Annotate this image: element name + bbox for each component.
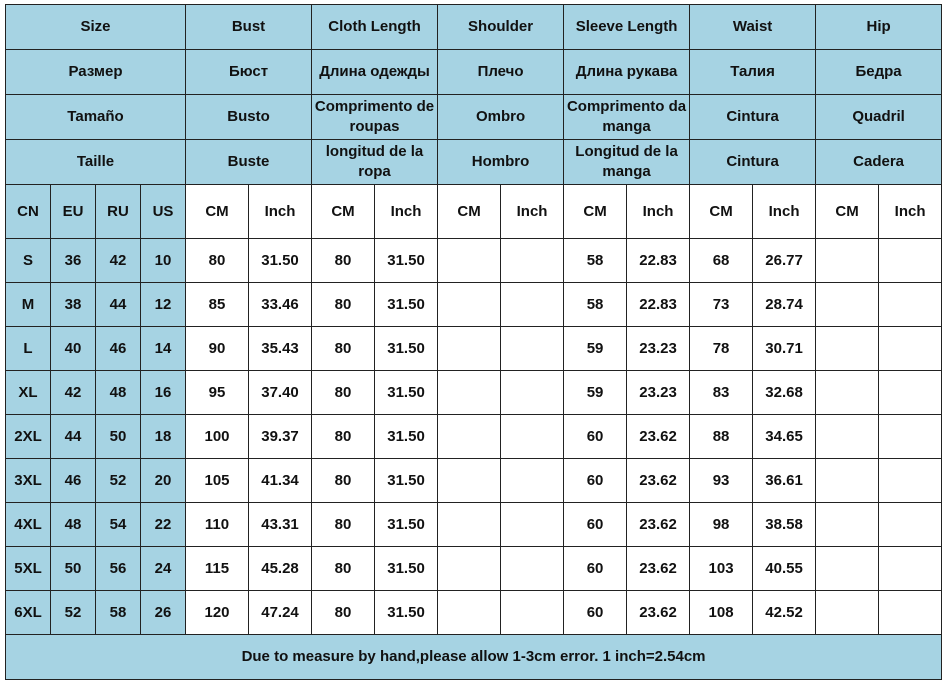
size-code-cell: 38 [51, 283, 96, 327]
size-chart-container [5, 4, 942, 680]
table-row [6, 327, 942, 371]
measurement-cell: 80 [312, 371, 375, 415]
measurement-cell: 80 [312, 503, 375, 547]
table-row [6, 415, 942, 459]
measurement-cell: 60 [564, 591, 627, 635]
measurement-cell: 31.50 [249, 239, 312, 283]
measurement-cell [438, 503, 501, 547]
header-hip: Hip [816, 5, 942, 50]
unit-header-cell: Inch [249, 185, 312, 239]
measurement-cell [879, 327, 942, 371]
measurement-cell [501, 327, 564, 371]
measurement-cell [438, 547, 501, 591]
unit-row [6, 185, 942, 239]
measurement-cell: 80 [312, 459, 375, 503]
measurement-cell: 31.50 [375, 591, 438, 635]
size-code-cell: 5XL [6, 547, 51, 591]
measurement-cell: 23.62 [627, 591, 690, 635]
measurement-cell: 45.28 [249, 547, 312, 591]
measurement-cell [438, 239, 501, 283]
size-code-cell: XL [6, 371, 51, 415]
measurement-cell: 31.50 [375, 283, 438, 327]
measurement-cell: 38.58 [753, 503, 816, 547]
size-code-cell: 20 [141, 459, 186, 503]
unit-header-cell: CN [6, 185, 51, 239]
unit-header-cell: Inch [879, 185, 942, 239]
unit-header-cell: EU [51, 185, 96, 239]
measurement-cell [879, 459, 942, 503]
unit-header-cell: RU [96, 185, 141, 239]
header-size: Taille [6, 140, 186, 185]
table-row [6, 503, 942, 547]
measurement-cell: 23.62 [627, 547, 690, 591]
measurement-cell: 115 [186, 547, 249, 591]
size-code-cell: 48 [96, 371, 141, 415]
measurement-cell [438, 591, 501, 635]
measurement-cell [501, 415, 564, 459]
header-hip: Quadril [816, 95, 942, 140]
measurement-cell [879, 547, 942, 591]
measurement-cell: 59 [564, 371, 627, 415]
measurement-cell: 80 [312, 415, 375, 459]
header-sleeve-length: Comprimento da manga [564, 95, 690, 140]
size-code-cell: 36 [51, 239, 96, 283]
header-cloth-length: longitud de la ropa [312, 140, 438, 185]
measurement-cell: 73 [690, 283, 753, 327]
measurement-cell: 58 [564, 283, 627, 327]
size-code-cell: 54 [96, 503, 141, 547]
size-code-cell: 48 [51, 503, 96, 547]
size-code-cell: 18 [141, 415, 186, 459]
measurement-cell: 30.71 [753, 327, 816, 371]
header-bust: Busto [186, 95, 312, 140]
header-size: Tamaño [6, 95, 186, 140]
measurement-cell [816, 239, 879, 283]
unit-header-cell: US [141, 185, 186, 239]
size-code-cell: 3XL [6, 459, 51, 503]
table-row [6, 239, 942, 283]
measurement-cell: 90 [186, 327, 249, 371]
size-code-cell: 26 [141, 591, 186, 635]
measurement-cell: 80 [312, 591, 375, 635]
measurement-cell: 88 [690, 415, 753, 459]
measurement-cell [501, 591, 564, 635]
measurement-cell: 31.50 [375, 415, 438, 459]
measurement-cell: 31.50 [375, 459, 438, 503]
size-code-cell: 12 [141, 283, 186, 327]
size-code-cell: 24 [141, 547, 186, 591]
measurement-cell [816, 547, 879, 591]
measurement-cell: 31.50 [375, 327, 438, 371]
measurement-cell [501, 503, 564, 547]
header-bust: Bust [186, 5, 312, 50]
measurement-cell: 68 [690, 239, 753, 283]
measurement-cell: 80 [312, 547, 375, 591]
measurement-cell: 60 [564, 503, 627, 547]
measurement-cell: 60 [564, 459, 627, 503]
measurement-cell [816, 415, 879, 459]
size-code-cell: 40 [51, 327, 96, 371]
measurement-cell: 36.61 [753, 459, 816, 503]
measurement-cell [501, 239, 564, 283]
measurement-cell: 37.40 [249, 371, 312, 415]
measurement-cell: 120 [186, 591, 249, 635]
measurement-cell: 22.83 [627, 239, 690, 283]
header-waist: Cintura [690, 140, 816, 185]
header-hip: Cadera [816, 140, 942, 185]
measurement-cell [501, 459, 564, 503]
header-sleeve-length: Longitud de la manga [564, 140, 690, 185]
size-chart-table [5, 4, 942, 680]
unit-header-cell: CM [564, 185, 627, 239]
measurement-cell: 43.31 [249, 503, 312, 547]
measurement-cell: 83 [690, 371, 753, 415]
measurement-cell: 31.50 [375, 547, 438, 591]
measurement-cell: 42.52 [753, 591, 816, 635]
measurement-cell [879, 371, 942, 415]
header-shoulder: Shoulder [438, 5, 564, 50]
footer-note: Due to measure by hand,please allow 1-3cm error. 1 inch=2.54cm [6, 635, 942, 680]
measurement-cell: 33.46 [249, 283, 312, 327]
size-code-cell: 52 [51, 591, 96, 635]
measurement-cell: 78 [690, 327, 753, 371]
measurement-cell: 60 [564, 415, 627, 459]
unit-header-cell: CM [186, 185, 249, 239]
header-row-portuguese [6, 95, 942, 140]
header-hip: Бедра [816, 50, 942, 95]
measurement-cell: 80 [312, 327, 375, 371]
header-cloth-length: Длина одежды [312, 50, 438, 95]
size-code-cell: 10 [141, 239, 186, 283]
header-row-english [6, 5, 942, 50]
measurement-cell: 34.65 [753, 415, 816, 459]
size-code-cell: 2XL [6, 415, 51, 459]
measurement-cell [438, 283, 501, 327]
measurement-cell: 41.34 [249, 459, 312, 503]
measurement-cell: 35.43 [249, 327, 312, 371]
measurement-cell: 58 [564, 239, 627, 283]
table-row [6, 591, 942, 635]
measurement-cell: 22.83 [627, 283, 690, 327]
measurement-cell: 23.23 [627, 371, 690, 415]
size-code-cell: L [6, 327, 51, 371]
size-code-cell: 50 [96, 415, 141, 459]
measurement-cell [816, 503, 879, 547]
measurement-cell: 47.24 [249, 591, 312, 635]
measurement-cell [438, 415, 501, 459]
table-row [6, 459, 942, 503]
measurement-cell: 98 [690, 503, 753, 547]
size-code-cell: 44 [96, 283, 141, 327]
measurement-cell: 23.62 [627, 459, 690, 503]
measurement-cell: 28.74 [753, 283, 816, 327]
size-code-cell: 42 [51, 371, 96, 415]
measurement-cell: 108 [690, 591, 753, 635]
size-code-cell: 52 [96, 459, 141, 503]
size-code-cell: 56 [96, 547, 141, 591]
size-code-cell: 46 [51, 459, 96, 503]
unit-header-cell: CM [438, 185, 501, 239]
size-code-cell: 50 [51, 547, 96, 591]
header-row-russian [6, 50, 942, 95]
measurement-cell: 31.50 [375, 371, 438, 415]
measurement-cell [816, 459, 879, 503]
header-bust: Бюст [186, 50, 312, 95]
size-code-cell: 4XL [6, 503, 51, 547]
measurement-cell [879, 415, 942, 459]
measurement-cell: 59 [564, 327, 627, 371]
measurement-cell: 110 [186, 503, 249, 547]
measurement-cell: 80 [312, 283, 375, 327]
measurement-cell [879, 591, 942, 635]
size-code-cell: 58 [96, 591, 141, 635]
measurement-cell [501, 283, 564, 327]
measurement-cell: 23.62 [627, 415, 690, 459]
measurement-cell [879, 503, 942, 547]
table-row [6, 283, 942, 327]
header-shoulder: Плечо [438, 50, 564, 95]
size-code-cell: S [6, 239, 51, 283]
header-cloth-length: Cloth Length [312, 5, 438, 50]
measurement-cell [816, 371, 879, 415]
measurement-cell: 23.62 [627, 503, 690, 547]
header-cloth-length: Comprimento de roupas [312, 95, 438, 140]
measurement-cell [501, 547, 564, 591]
measurement-cell: 80 [312, 239, 375, 283]
measurement-cell: 31.50 [375, 239, 438, 283]
measurement-cell [438, 327, 501, 371]
size-code-cell: 22 [141, 503, 186, 547]
size-code-cell: 6XL [6, 591, 51, 635]
measurement-cell [438, 459, 501, 503]
size-code-cell: M [6, 283, 51, 327]
measurement-cell: 95 [186, 371, 249, 415]
size-code-cell: 42 [96, 239, 141, 283]
measurement-cell: 23.23 [627, 327, 690, 371]
measurement-cell: 32.68 [753, 371, 816, 415]
measurement-cell: 100 [186, 415, 249, 459]
size-rows [6, 239, 942, 635]
unit-header-cell: Inch [753, 185, 816, 239]
measurement-cell: 31.50 [375, 503, 438, 547]
header-waist: Cintura [690, 95, 816, 140]
size-code-cell: 14 [141, 327, 186, 371]
measurement-cell: 93 [690, 459, 753, 503]
measurement-cell [879, 239, 942, 283]
header-waist: Waist [690, 5, 816, 50]
footer-row [6, 635, 942, 680]
table-row [6, 547, 942, 591]
measurement-cell [438, 371, 501, 415]
header-waist: Талия [690, 50, 816, 95]
header-shoulder: Hombro [438, 140, 564, 185]
header-shoulder: Ombro [438, 95, 564, 140]
unit-header-cell: CM [690, 185, 753, 239]
unit-header-cell: Inch [501, 185, 564, 239]
measurement-cell [501, 371, 564, 415]
measurement-cell: 60 [564, 547, 627, 591]
measurement-cell: 39.37 [249, 415, 312, 459]
unit-header-cell: CM [816, 185, 879, 239]
measurement-cell: 103 [690, 547, 753, 591]
measurement-cell: 80 [186, 239, 249, 283]
size-code-cell: 16 [141, 371, 186, 415]
header-bust: Buste [186, 140, 312, 185]
header-size: Размер [6, 50, 186, 95]
header-sleeve-length: Длина рукава [564, 50, 690, 95]
measurement-cell: 105 [186, 459, 249, 503]
table-row [6, 371, 942, 415]
header-sleeve-length: Sleeve Length [564, 5, 690, 50]
measurement-cell: 85 [186, 283, 249, 327]
header-row-spanish [6, 140, 942, 185]
unit-header-cell: Inch [375, 185, 438, 239]
measurement-cell: 40.55 [753, 547, 816, 591]
measurement-cell [816, 591, 879, 635]
measurement-cell: 26.77 [753, 239, 816, 283]
measurement-cell [816, 327, 879, 371]
size-code-cell: 46 [96, 327, 141, 371]
unit-header-cell: Inch [627, 185, 690, 239]
measurement-cell [816, 283, 879, 327]
size-code-cell: 44 [51, 415, 96, 459]
header-size: Size [6, 5, 186, 50]
measurement-cell [879, 283, 942, 327]
unit-header-cell: CM [312, 185, 375, 239]
